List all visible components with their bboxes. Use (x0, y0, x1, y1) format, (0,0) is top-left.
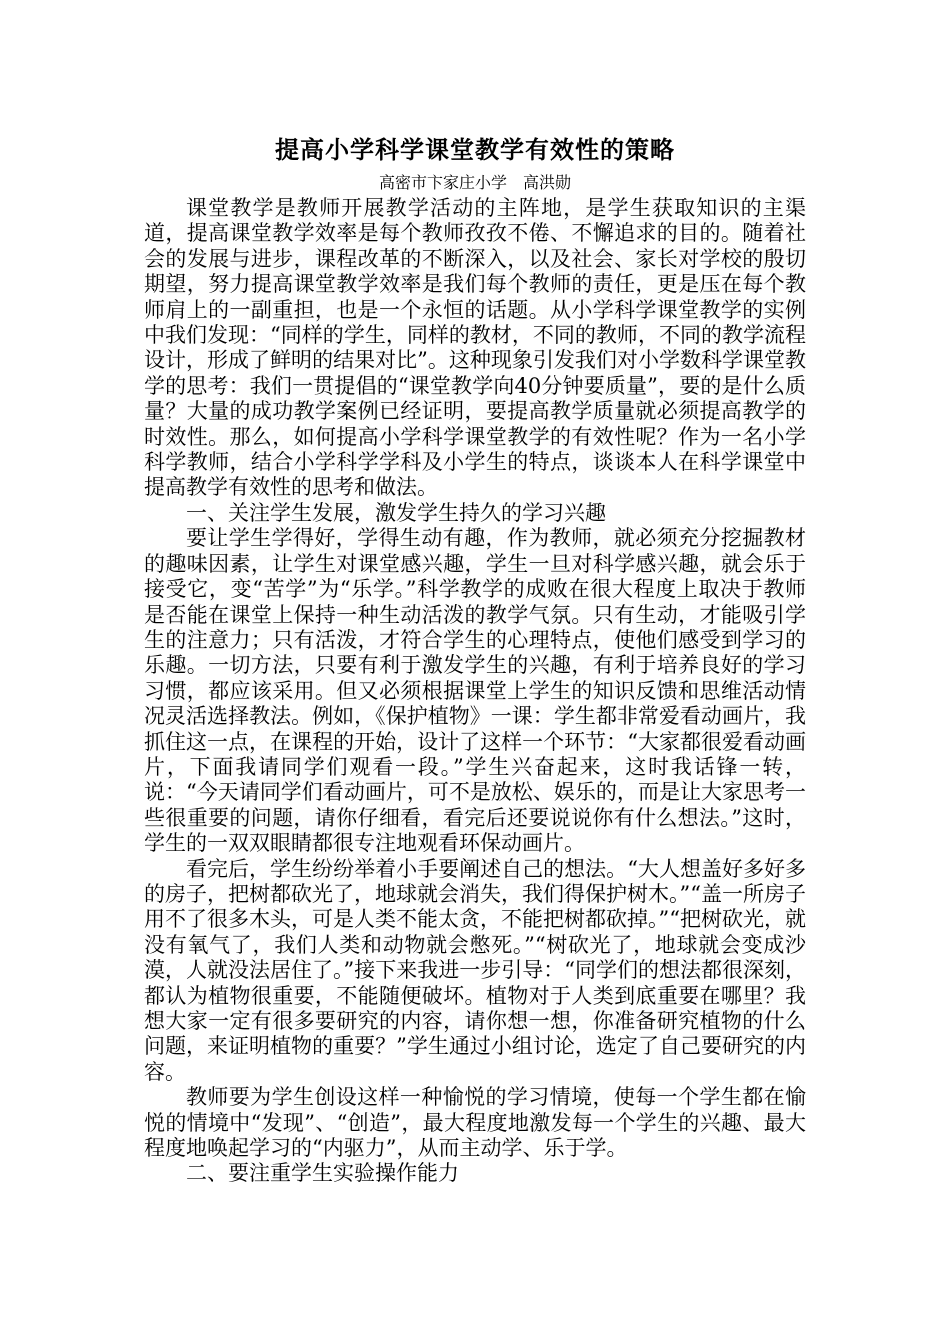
body-paragraph: 看完后，学生纷纷举着小手要阐述自己的想法。“大人想盖好多好多的房子，把树都砍光了，地球就会消失，我们得保护树木。”“盖一所房子用不了很多木头，可是人类不能太贪，不能把树都砍掉。”“把树砍光，就没有氧气了，我们人类和动物就会憋死。”“树砍光了，地球就会变成沙漠，人就没法居住了。”接下来我进一步引导：“同学们的想法都很深刻，都认为植物很重要，不能随便破坏。植物对于人类到底重要在哪里？我想大家一定有很多要研究的内容，请你想一想，你准备研究植物的什么问题，来证明植物的重要？”学生通过小组讨论，选定了自己要研究的内容。 (144, 856, 806, 1084)
body-paragraph: 教师要为学生创设这样一种愉悦的学习情境，使每一个学生都在愉悦的情境中“发现”、“创造”，最大程度地激发每一个学生的兴趣、最大程度地唤起学习的“内驱力”，从而主动学、乐于学。 (144, 1085, 806, 1161)
body-paragraph: 要让学生学得好，学得生动有趣，作为教师，就必须充分挖掘教材的趣味因素，让学生对课堂感兴趣，学生一旦对科学感兴趣，就会乐于接受它，变“苦学”为“乐学。”科学教学的成败在很大程度上取决于教师是否能在课堂上保持一种生动活泼的教学气氛。只有生动，才能吸引学生的注意力；只有活泼，才符合学生的心理特点，使他们感受到学习的乐趣。一切方法，只要有利于激发学生的兴趣，有利于培养良好的学习习惯，都应该采用。但又必须根据课堂上学生的知识反馈和思维活动情况灵活选择教法。例如，《保护植物》一课：学生都非常爱看动画片，我抓住这一点，在课程的开始，设计了这样一个环节：“大家都很爱看动画片，下面我请同学们观看一段。”学生兴奋起来，这时我话锋一转，说：“今天请同学们看动画片，可不是放松、娱乐的，而是让大家思考一些很重要的问题，请你仔细看，看完后还要说说你有什么想法。”这时，学生的一双双眼睛都很专注地观看环保动画片。 (144, 526, 806, 856)
document-page (144, 132, 806, 1187)
section-heading-2: 二、要注重学生实验操作能力 (186, 1161, 459, 1186)
section-heading-1: 一、关注学生发展，激发学生持久的学习兴趣 (186, 500, 606, 525)
author-line: 高密市卞家庄小学 高洪勋 (378, 173, 571, 192)
intro-paragraph: 课堂教学是教师开展教学活动的主阵地，是学生获取知识的主渠道，提高课堂教学效率是每个教师孜孜不倦、不懈追求的目的。随着社会的发展与进步，课程改革的不断深入，以及社会、家长对学校的殷切期望，努力提高课堂教学效率是我们每个教师的责任，更是压在每个教师肩上的一副重担，也是一个永恒的话题。从小学科学课堂教学的实例中我们发现：“同样的学生，同样的教材，不同的教师，不同的教学流程设计，形成了鲜明的结果对比”。这种现象引发我们对小学数科学课堂教学的思考：我们一贯提倡的“课堂教学向40分钟要质量”，要的是什么质量？大量的成功教学案例已经证明，要提高教学质量就必须提高教学的时效性。那么，如何提高小学科学课堂教学的有效性呢？作为一名小学科学教师，结合小学科学学科及小学生的特点，谈谈本人在科学课堂中提高教学有效性的思考和做法。 (144, 196, 806, 500)
document-title: 提高小学科学课堂教学有效性的策略 (275, 136, 675, 164)
document-body (144, 196, 806, 1187)
